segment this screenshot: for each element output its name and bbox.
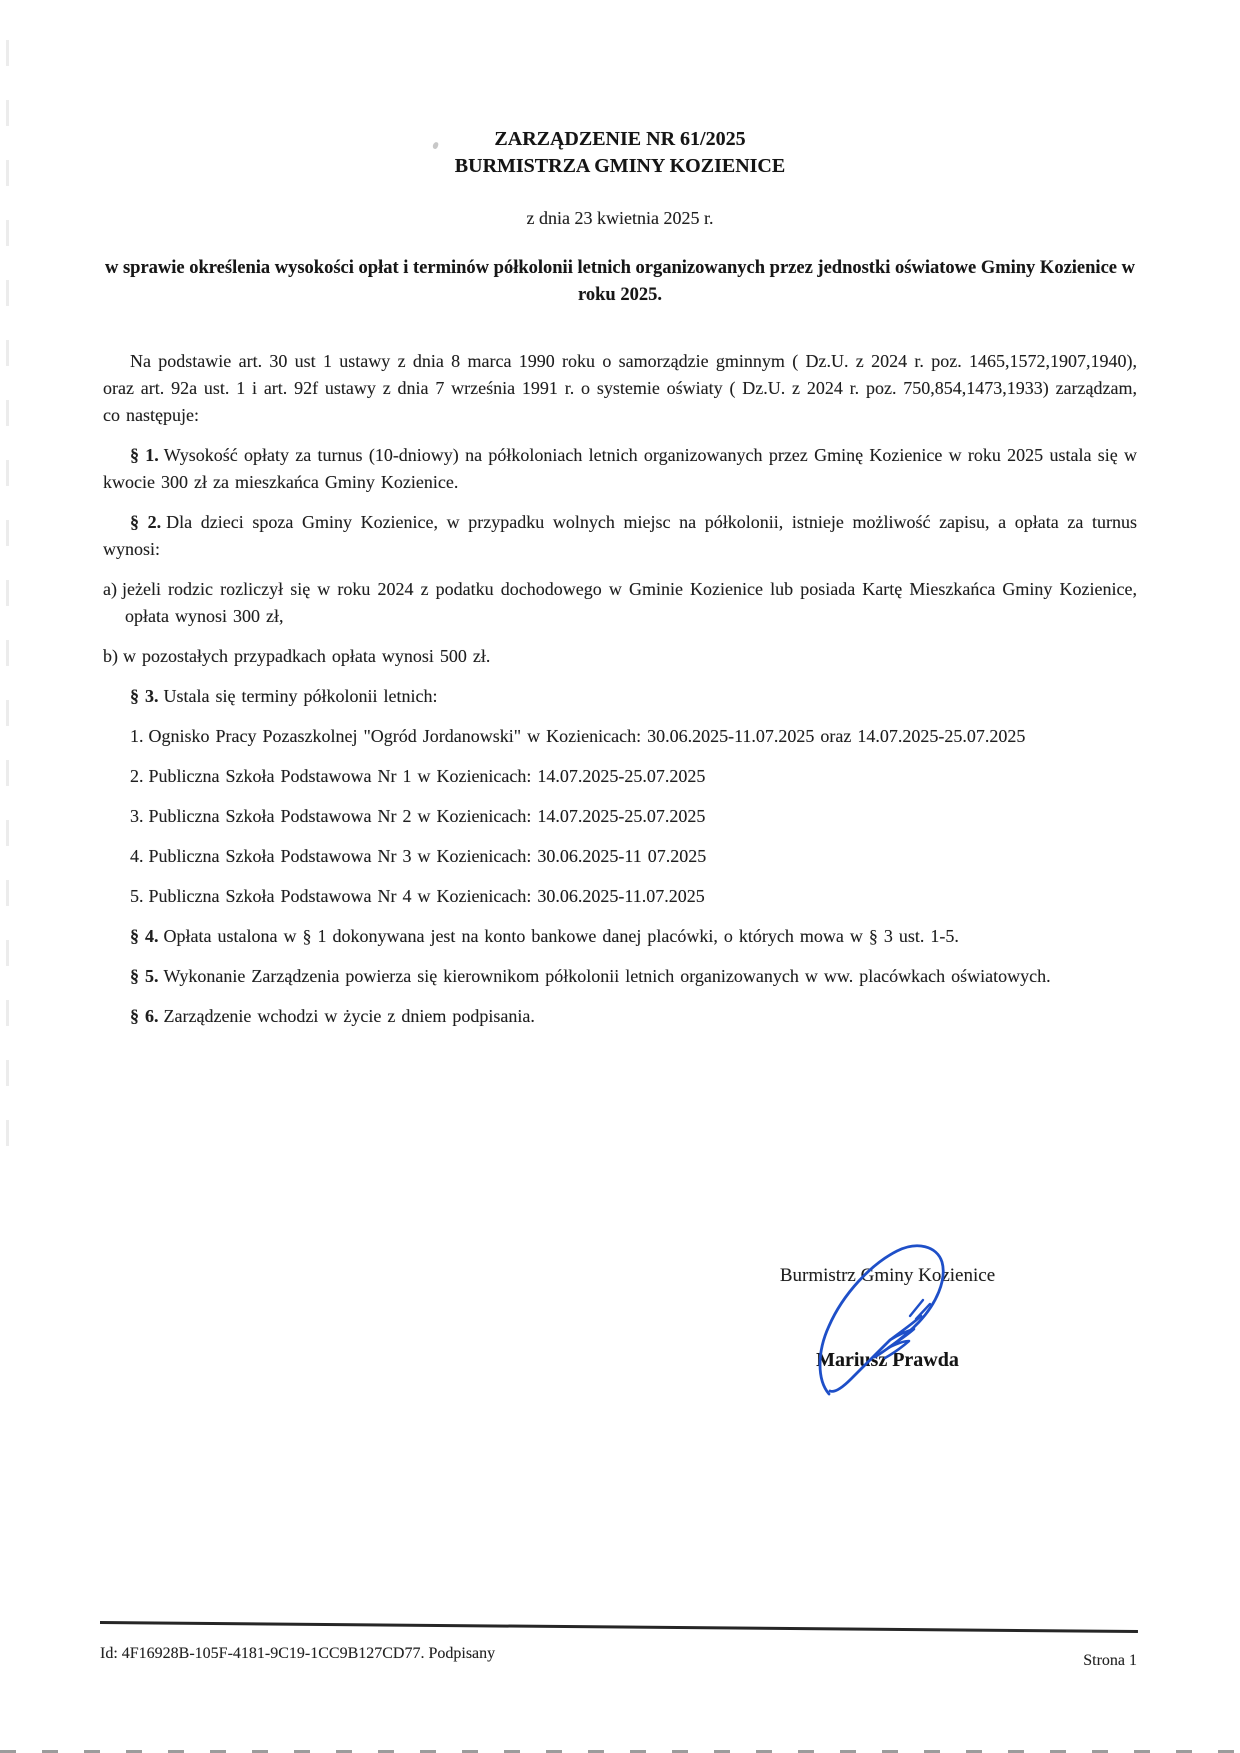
section-2-paragraph — [103, 509, 1137, 563]
scan-artifact-left-edge — [6, 40, 9, 1180]
numbered-item-4-marker: 4. — [130, 846, 144, 866]
footer-id-text: Id: 4F16928B-105F-4181-9C19-1CC9B127CD77. Podpisany — [100, 1645, 496, 1662]
letter-item-a-marker: a) — [103, 579, 117, 599]
letter-item-a-text: jeżeli rodzic rozliczył się w roku 2024 z podatku dochodowego w Gminie Kozienice lub posiada Kartę Mieszkańca Gminy Kozienice, opłata wynosi 300 zł, — [121, 579, 1137, 626]
section-6-paragraph — [103, 1003, 1137, 1030]
document-header — [103, 0, 1137, 309]
section-2-text: Dla dzieci spoza Gminy Kozienice, w przypadku wolnych miejsc na półkolonii, istnieje możliwość zapisu, a opłata za turnus wynosi: — [103, 512, 1137, 559]
letter-item-b-text: w pozostałych przypadkach opłata wynosi 500 zł. — [123, 646, 491, 666]
section-1-marker: § 1. — [130, 445, 159, 465]
section-3-text: Ustala się terminy półkolonii letnich: — [163, 686, 438, 706]
numbered-item-2-text: Publiczna Szkoła Podstawowa Nr 1 w Kozienicach: 14.07.2025-25.07.2025 — [148, 766, 706, 786]
date-line: z dnia 23 kwietnia 2025 r. — [526, 208, 714, 228]
document-content — [103, 0, 1137, 1030]
section-4-marker: § 4. — [130, 926, 159, 946]
numbered-item-2-marker: 2. — [130, 766, 144, 786]
signature-block — [745, 1262, 1030, 1372]
numbered-item-3-text: Publiczna Szkoła Podstawowa Nr 2 w Kozienicach: 14.07.2025-25.07.2025 — [148, 806, 706, 826]
numbered-item-1-text: Ognisko Pracy Pozaszkolnej "Ogród Jordanowski" w Kozienicach: 30.06.2025-11.07.2025 oraz 14.07.2025-25.07.2025 — [148, 726, 1026, 746]
section-1-paragraph — [103, 442, 1137, 496]
title-line-2: BURMISTRZA GMINY KOZIENICE — [454, 155, 786, 177]
numbered-item-1 — [103, 723, 1137, 750]
section-5-text: Wykonanie Zarządzenia powierza się kierownikom półkolonii letnich organizowanych w ww. placówkach oświatowych. — [163, 966, 1051, 986]
title-line-1: ZARZĄDZENIE NR 61/2025 — [494, 128, 746, 150]
subject-line: w sprawie określenia wysokości opłat i terminów półkolonii letnich organizowanych przez jednostki oświatowe Gminy Kozienice w roku 2025. — [105, 258, 1135, 305]
footer — [100, 1642, 1137, 1673]
signature-role: Burmistrz Gminy Kozienice — [779, 1265, 996, 1286]
section-5-paragraph — [103, 963, 1137, 990]
numbered-item-3 — [103, 803, 1137, 830]
numbered-item-5-marker: 5. — [130, 886, 144, 906]
section-5-marker: § 5. — [130, 966, 159, 986]
section-4-paragraph — [103, 923, 1137, 950]
preamble-paragraph — [103, 348, 1137, 429]
letter-item-b-marker: b) — [103, 646, 118, 666]
section-3-paragraph — [103, 683, 1137, 710]
numbered-item-1-marker: 1. — [130, 726, 144, 746]
footer-page-number: Strona 1 — [1083, 1652, 1137, 1669]
footer-rule — [100, 1621, 1138, 1633]
numbered-item-5 — [103, 883, 1137, 910]
numbered-item-4 — [103, 843, 1137, 870]
signature-name: Mariusz Prawda — [816, 1349, 959, 1371]
section-3-marker: § 3. — [130, 686, 159, 706]
section-1-text: Wysokość opłaty za turnus (10-dniowy) na półkoloniach letnich organizowanych przez Gminę Kozienice w roku 2025 ustala się w kwocie 300 zł za mieszkańca Gminy Kozienice. — [103, 445, 1138, 492]
numbered-item-4-text: Publiczna Szkoła Podstawowa Nr 3 w Kozienicach: 30.06.2025-11 07.2025 — [148, 846, 707, 866]
section-6-text: Zarządzenie wchodzi w życie z dniem podpisania. — [163, 1006, 535, 1026]
preamble-text: Na podstawie art. 30 ust 1 ustawy z dnia 8 marca 1990 roku o samorządzie gminnym ( Dz.U. z 2024 r. poz. 1465,1572,1907,1940), oraz art. 92a ust. 1 i art. 92f ustawy z dnia 7 września 1991 r. o systemie oświaty ( Dz.U. z 2024 r. poz. 750,854,1473,1933) zarządzam, co następuje: — [103, 351, 1137, 425]
letter-item-a — [103, 576, 1137, 630]
section-4-text: Opłata ustalona w § 1 dokonywana jest na konto bankowe danej placówki, o których mowa w § 3 ust. 1-5. — [163, 926, 959, 946]
section-2-marker: § 2. — [130, 512, 162, 532]
numbered-item-5-text: Publiczna Szkoła Podstawowa Nr 4 w Kozienicach: 30.06.2025-11.07.2025 — [148, 886, 705, 906]
numbered-item-2 — [103, 763, 1137, 790]
section-6-marker: § 6. — [130, 1006, 159, 1026]
numbered-item-3-marker: 3. — [130, 806, 144, 826]
letter-item-b — [103, 643, 1137, 670]
